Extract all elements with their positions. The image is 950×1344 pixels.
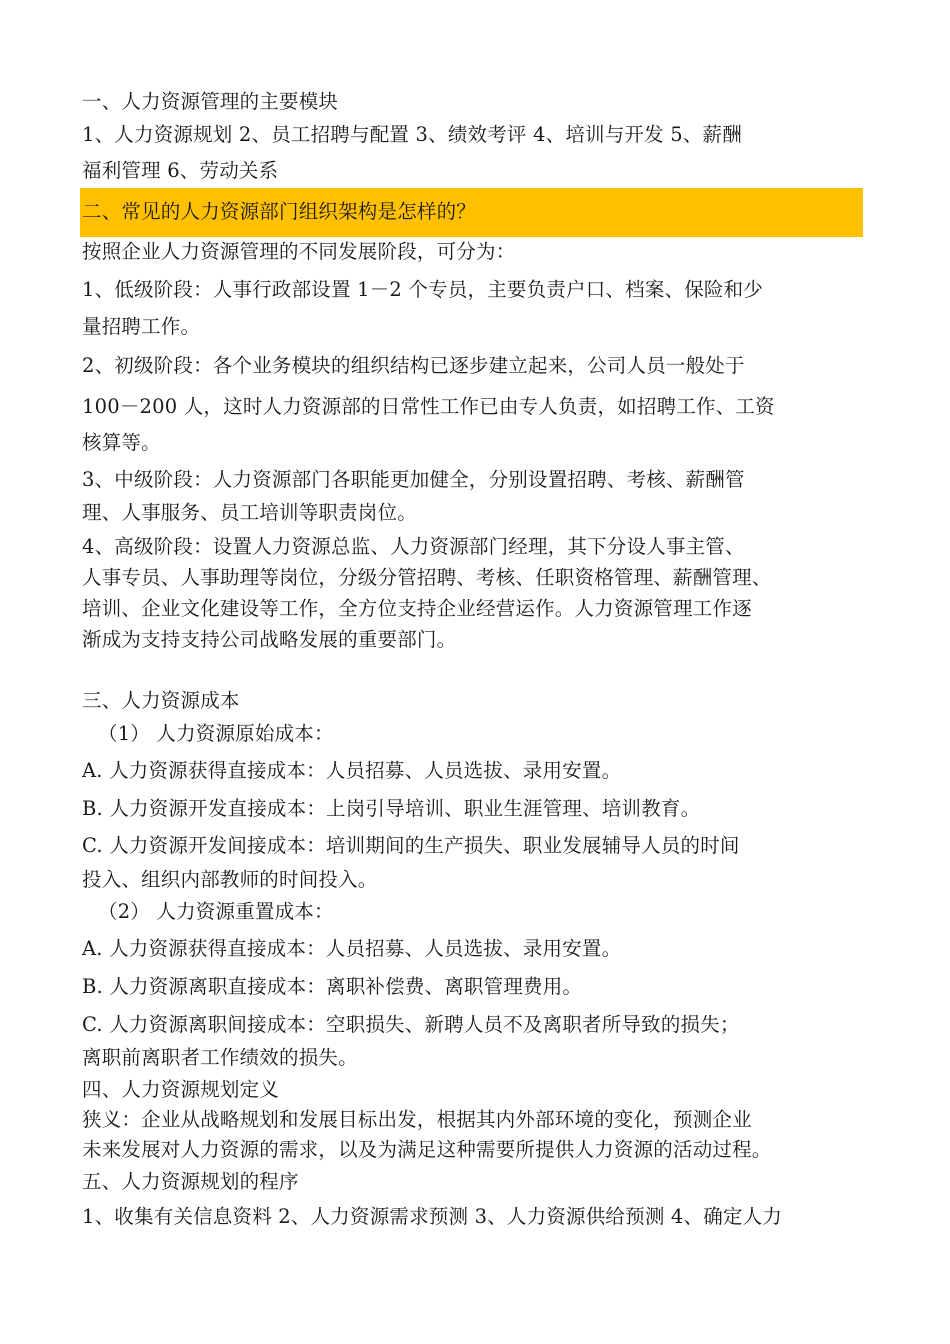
paragraph-line: 按照企业人力资源管理的不同发展阶段，可分为： <box>82 240 516 263</box>
paragraph-line: 量招聘工作。 <box>82 315 201 338</box>
list-item: C. 人力资源离职间接成本：空职损失、新聘人员不及离职者所导致的损失； <box>82 1013 740 1036</box>
list-item: B. 人力资源开发直接成本：上岗引导培训、职业生涯管理、培训教育。 <box>82 797 701 820</box>
list-item: A. 人力资源获得直接成本：人员招募、人员选拔、录用安置。 <box>82 937 622 960</box>
sub-heading: （1） 人力资源原始成本： <box>98 722 334 745</box>
sub-heading: （2） 人力资源重置成本： <box>98 900 334 923</box>
paragraph-line: 100－200 人，这时人力资源部的日常性工作已由专人负责，如招聘工作、工资 <box>82 395 775 418</box>
paragraph-line: 狭义：企业从战略规划和发展目标出发，根据其内外部环境的变化，预测企业 <box>82 1108 752 1131</box>
section-heading-1: 一、人力资源管理的主要模块 <box>82 90 339 113</box>
paragraph-line: 4、高级阶段：设置人力资源总监、人力资源部门经理，其下分设人事主管、 <box>82 535 745 558</box>
paragraph-line: 未来发展对人力资源的需求，以及为满足这种需要所提供人力资源的活动过程。 <box>82 1138 772 1161</box>
paragraph-line: 福利管理 6、劳动关系 <box>82 159 279 182</box>
section-heading-2: 二、常见的人力资源部门组织架构是怎样的？ <box>82 200 477 223</box>
list-item: A. 人力资源获得直接成本：人员招募、人员选拔、录用安置。 <box>82 759 622 782</box>
paragraph-line: 1、收集有关信息资料 2、人力资源需求预测 3、人力资源供给预测 4、确定人力 <box>82 1205 783 1228</box>
list-item: C. 人力资源开发间接成本：培训期间的生产损失、职业发展辅导人员的时间 <box>82 834 740 857</box>
paragraph-line: 3、中级阶段：人力资源部门各职能更加健全，分别设置招聘、考核、薪酬管 <box>82 468 745 491</box>
paragraph-line: 离职前离职者工作绩效的损失。 <box>82 1046 358 1069</box>
section-heading-4: 四、人力资源规划定义 <box>82 1078 280 1101</box>
paragraph-line: 2、初级阶段：各个业务模块的组织结构已逐步建立起来，公司人员一般处于 <box>82 354 745 377</box>
paragraph-line: 培训、企业文化建设等工作，全方位支持企业经营运作。人力资源管理工作逐 <box>82 597 752 620</box>
paragraph-line: 投入、组织内部教师的时间投入。 <box>82 868 378 891</box>
section-heading-5: 五、人力资源规划的程序 <box>82 1170 299 1193</box>
section-heading-3: 三、人力资源成本 <box>82 689 240 712</box>
paragraph-line: 1、人力资源规划 2、员工招聘与配置 3、绩效考评 4、培训与开发 5、薪酬 <box>82 123 742 146</box>
paragraph-line: 人事专员、人事助理等岗位，分级分管招聘、考核、任职资格管理、薪酬管理、 <box>82 566 772 589</box>
list-item: B. 人力资源离职直接成本：离职补偿费、离职管理费用。 <box>82 975 583 998</box>
paragraph-line: 1、低级阶段：人事行政部设置 1－2 个专员，主要负责户口、档案、保险和少 <box>82 278 764 301</box>
paragraph-line: 渐成为支持支持公司战略发展的重要部门。 <box>82 628 457 651</box>
paragraph-line: 核算等。 <box>82 431 161 454</box>
paragraph-line: 理、人事服务、员工培训等职责岗位。 <box>82 501 417 524</box>
